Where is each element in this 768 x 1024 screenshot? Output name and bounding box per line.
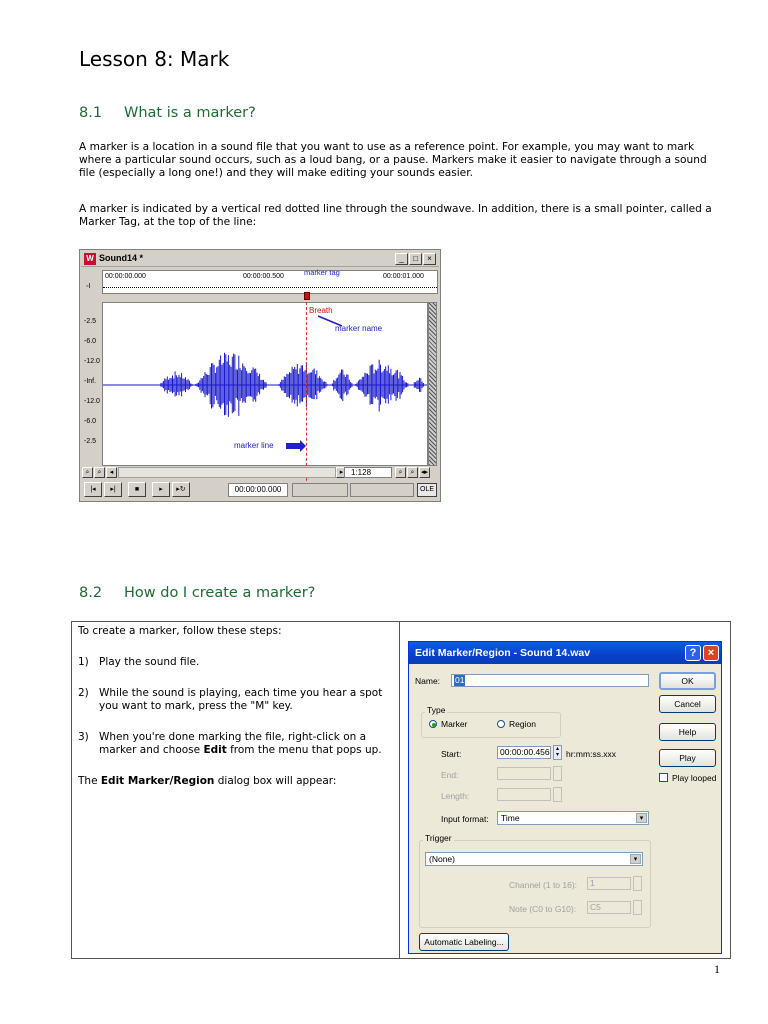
db-label: -2.5: [84, 318, 97, 325]
section-heading-8-2: [79, 585, 315, 601]
start-field[interactable]: 00:00:00.456: [497, 746, 551, 759]
help-question-icon[interactable]: ?: [685, 645, 701, 661]
outro-pre: The: [78, 775, 101, 787]
play-icon[interactable]: ▸: [152, 482, 170, 497]
note-label: Note (C0 to G10):: [509, 904, 577, 914]
time-display: 00:00:00.000: [228, 483, 288, 497]
steps-outro: [78, 775, 396, 788]
note-spinner-icon[interactable]: [633, 900, 642, 915]
chevron-down-icon: ▾: [630, 854, 641, 864]
type-group-label: Type: [427, 705, 446, 715]
status-box: [292, 483, 348, 497]
name-field-value: 01: [455, 675, 465, 685]
page-number: 1: [714, 962, 720, 976]
marker-name-value: Breath: [309, 306, 333, 315]
cancel-button[interactable]: Cancel: [659, 695, 716, 713]
db-label: -12.0: [84, 398, 100, 405]
checkbox-icon: [659, 773, 668, 782]
table-divider: [399, 622, 400, 958]
type-region-radio[interactable]: [497, 719, 536, 729]
ruler-label: 00:00:01.000: [383, 273, 424, 280]
note-field[interactable]: C5: [587, 901, 631, 914]
time-format-hint: hr:mm:ss.xxx: [566, 749, 617, 759]
db-label: -12.0: [84, 358, 100, 365]
zoom-fit-icon[interactable]: ◂▸: [420, 469, 429, 476]
ruler-icon: ◦Ι: [86, 283, 91, 290]
marker-line-annotation: marker line: [234, 441, 274, 450]
ok-button[interactable]: OK: [659, 672, 716, 690]
steps-intro: To create a marker, follow these steps:: [78, 625, 282, 637]
scroll-left-icon[interactable]: ◂: [106, 467, 117, 478]
step-text-pre: When you're done marking the file, right-click on a marker and choose: [99, 731, 367, 756]
step-text-post: from the menu that pops up.: [226, 744, 382, 756]
name-label: Name:: [415, 676, 441, 686]
window-titlebar: [81, 251, 439, 267]
trigger-value: (None): [429, 854, 455, 864]
ruler-ticks: [103, 287, 437, 293]
waveform: [161, 353, 424, 417]
length-spinner-icon[interactable]: [553, 787, 562, 802]
paragraph-marker-indication: A marker is indicated by a vertical red dotted line through the soundwave. In addition, there is a small pointer, called a Marker Tag, at the top of the line:: [79, 203, 712, 228]
type-region-label: Region: [509, 719, 536, 729]
zoom-in-icon[interactable]: ⌕: [82, 467, 93, 478]
zoom-ratio: 1:128: [344, 467, 392, 478]
play-all-icon[interactable]: ▸↻: [172, 482, 190, 497]
scroll-row: [82, 467, 439, 478]
zoom-out-icon[interactable]: ⌕: [94, 467, 105, 478]
db-label: -Inf.: [84, 378, 97, 385]
automatic-labeling-button[interactable]: Automatic Labeling...: [419, 933, 509, 951]
step-text: [99, 731, 396, 757]
channel-spinner-icon[interactable]: [633, 876, 642, 891]
radio-unselected-icon: [497, 720, 505, 728]
name-field[interactable]: [451, 674, 649, 687]
marker-name-annotation: marker name: [335, 324, 383, 333]
marker-line-arrow-icon: [286, 443, 300, 449]
ruler-label: 00:00:00.000: [105, 273, 146, 280]
paragraph-marker-definition: A marker is a location in a sound file that you want to use as a reference point. For example, you may want to mark where a particular sound occurs, such as a loud bang, or a pause. Markers make it easier to navigate through a sound file (especially a long one!) and they will make editing your sounds easier.: [79, 141, 707, 179]
length-field[interactable]: [497, 788, 551, 801]
input-format-label: Input format:: [441, 814, 489, 824]
input-format-value: Time: [501, 813, 520, 823]
scroll-hatch: [428, 302, 437, 466]
step-text: Play the sound file.: [99, 656, 200, 668]
play-looped-checkbox[interactable]: [659, 773, 716, 783]
trigger-group-label: Trigger: [425, 833, 452, 843]
step-number: 1): [78, 656, 89, 668]
steps-column: [78, 625, 396, 788]
section-title: What is a marker?: [124, 105, 256, 121]
dialog-titlebar: [409, 642, 721, 664]
horizontal-scrollbar[interactable]: [118, 467, 336, 478]
radio-selected-icon: [429, 720, 437, 728]
end-field[interactable]: [497, 767, 551, 780]
section-number: 8.2: [79, 585, 103, 601]
lesson-title: Lesson 8: Mark: [79, 47, 230, 71]
close-button[interactable]: ×: [423, 253, 436, 265]
outro-post: dialog box will appear:: [214, 775, 337, 787]
trigger-select[interactable]: [425, 852, 643, 866]
section-heading-8-1: [79, 105, 256, 121]
step-item: [78, 687, 396, 713]
start-label: Start:: [441, 749, 462, 759]
window-title: Sound14 *: [99, 253, 144, 263]
db-label: -2.5: [84, 438, 97, 445]
sound-editor-window: [79, 249, 441, 502]
transport-bar: [82, 482, 439, 499]
db-label: -6.0: [84, 418, 97, 425]
type-marker-label: Marker: [441, 719, 468, 729]
status-box: [350, 483, 414, 497]
step-item: [78, 656, 396, 669]
end-label: End:: [441, 770, 459, 780]
channel-field[interactable]: 1: [587, 877, 631, 890]
maximize-button[interactable]: □: [409, 253, 422, 265]
outro-bold: Edit Marker/Region: [100, 775, 215, 787]
zoom-out-icon[interactable]: ⌕: [407, 467, 418, 478]
end-spinner-icon[interactable]: [553, 766, 562, 781]
input-format-select[interactable]: [497, 811, 649, 825]
play-looped-label: Play looped: [672, 773, 717, 783]
step-item: [78, 731, 396, 757]
step-text-bold: Edit: [203, 744, 227, 756]
close-icon[interactable]: ×: [703, 645, 719, 661]
step-number: 3): [78, 731, 89, 743]
help-button[interactable]: Help: [659, 723, 716, 741]
db-label: -6.0: [84, 338, 97, 345]
ruler-label: 00:00:00.500: [243, 273, 284, 280]
edit-marker-dialog: [408, 641, 722, 954]
time-ruler[interactable]: [102, 270, 438, 294]
ole-button[interactable]: OLE: [417, 483, 437, 497]
marker-tag-annotation: marker tag: [304, 268, 340, 277]
marker-tag[interactable]: [304, 292, 310, 300]
go-to-start-icon[interactable]: |◂: [84, 482, 102, 497]
section-title: How do I create a marker?: [124, 585, 316, 601]
chevron-down-icon: ▾: [636, 813, 647, 823]
play-button[interactable]: Play: [659, 749, 716, 767]
minimize-button[interactable]: _: [395, 253, 408, 265]
scroll-right-icon[interactable]: ▸: [336, 467, 347, 478]
wave-app-icon: W: [84, 253, 96, 265]
start-spinner-icon[interactable]: ▴ ▾: [553, 745, 562, 760]
stop-icon[interactable]: ■: [128, 482, 146, 497]
step-number: 2): [78, 687, 89, 699]
length-label: Length:: [441, 791, 470, 801]
section-number: 8.1: [79, 105, 103, 121]
type-marker-radio[interactable]: [429, 719, 467, 729]
go-to-end-icon[interactable]: ▸|: [104, 482, 122, 497]
zoom-in-icon[interactable]: ⌕: [395, 467, 406, 478]
channel-label: Channel (1 to 16):: [509, 880, 578, 890]
dialog-title: Edit Marker/Region - Sound 14.wav: [415, 647, 591, 659]
step-text: While the sound is playing, each time you hear a spot you want to mark, press the "M" key.: [99, 687, 383, 712]
